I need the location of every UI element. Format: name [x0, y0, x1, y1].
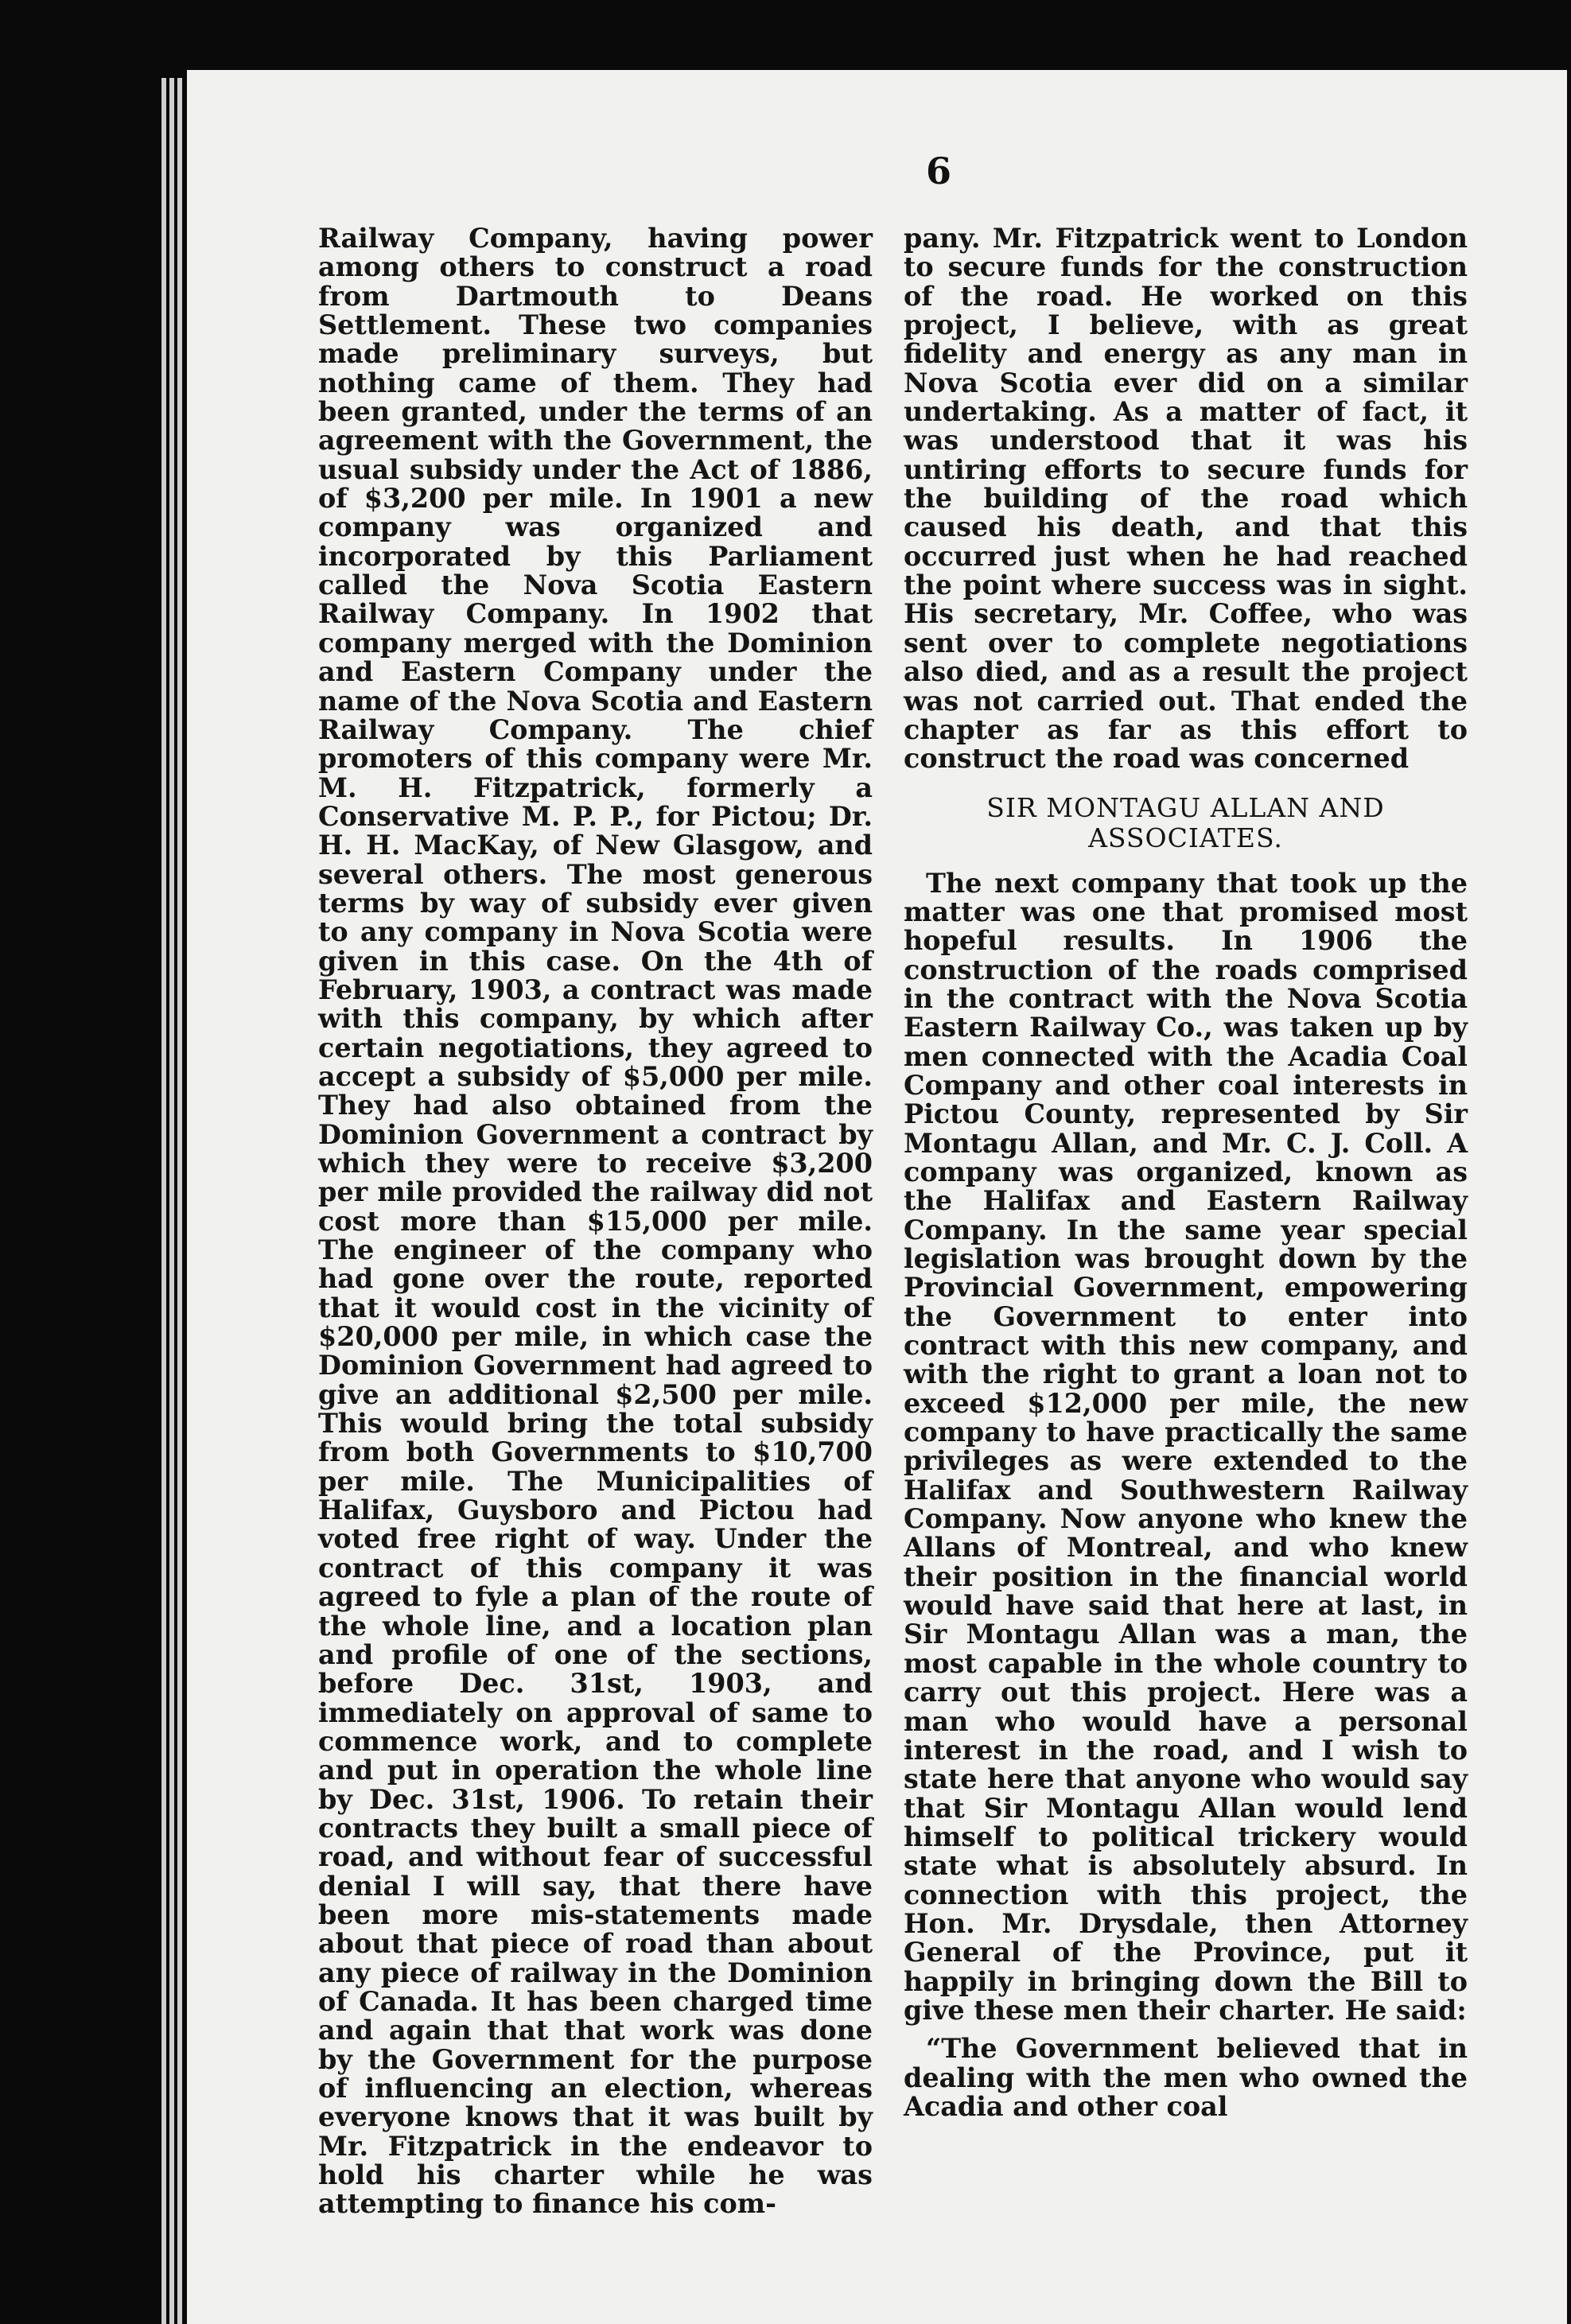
right-column: [904, 224, 1468, 2121]
quotation: “The Government believed that in dealing with the men who owned the Acadia and other coal: [904, 2033, 1468, 2122]
page-edge-stack: [161, 78, 166, 2324]
page-number: 6: [925, 150, 951, 192]
page-edge-stack: [169, 78, 174, 2324]
section-heading: SIR MONTAGU ALLAN AND ASSOCIATES.: [986, 791, 1385, 853]
right-column-paragraph: pany. Mr. Fitzpatrick went to London to secure funds for the construction of the road. He worked on this project, I believe, with as great fidelity and energy as any man in Nova Scotia ever did on a similar undertaking. As a matter of fact, it was understood that it was his untiring efforts to secure funds for the building of the road which caused his death, and that this occurred just when he had reached the point where success was in sight. His secretary, Mr. Coffee, who was sent over to complete negotiations also died, and as a result the project was not carried out. That ended the chapter as far as this effort to construct the road was concerned: [904, 223, 1468, 775]
page-edge-stack: [177, 78, 182, 2324]
left-column-paragraph: Railway Company, having power among others to construct a road from Dartmouth to Deans Settlement. These two companies made preliminary surveys, but nothing came of them. They had been granted, under the terms of an agreement with the Government, the usual subsidy under the Act of 1886, of $3,200 per mile. In 1901 a new company was organized and incorporated by this Parliament called the Nova Scotia Eastern Railway Company. In 1902 that company merged with the Dominion and Eastern Company under the name of the Nova Scotia and Eastern Railway Company. The chief promoters of this company were Mr. M. H. Fitzpatrick, formerly a Conservative M. P. P., for Pictou; Dr. H. H. MacKay, of New Glasgow, and several others. The most generous terms by way of subsidy ever given to any company in Nova Scotia were given in this case. On the 4th of February, 1903, a contract was made with this company, by which after certain negotiations, they agreed to accept a subsidy of $5,000 per mile. They had also obtained from the Dominion Government a contract by which they were to receive $3,200 per mile provided the railway did not cost more than $15,000 per mile. The engineer of the company who had gone over the route, reported that it would cost in the vicinity of $20,000 per mile, in which case the Dominion Government had agreed to give an additional $2,500 per mile. This would bring the total subsidy from both Governments to $10,700 per mile. The Municipalities of Halifax, Guysboro and Pictou had voted free right of way. Under the contract of this company it was agreed to fyle a plan of the route of the whole line, and a location plan and profile of one of the sections, before Dec. 31st, 1903, and immediately on approval of same to commence work, and to complete and put in operation the whole line by Dec. 31st, 1906. To retain their contracts they built a small piece of road, and without fear of successful denial I will say, that there have been more mis-statements made about that piece of road than about any piece of railway in the Dominion of Canada. It has been charged time and again that that work was done by the Government for the purpose of influencing an election, whereas everyone knows that it was built by Mr. Fitzpatrick in the endeavor to hold his charter while he was attempting to finance his com-: [318, 223, 873, 2220]
document-page: [187, 70, 1567, 2324]
left-column: [318, 224, 873, 2219]
right-column-paragraph: The next company that took up the matter was one that promised most hopeful results. In 1906 the construction of the roads comprised in the contract with the Nova Scotia Eastern Railway Co., was taken up by men connected with the Acadia Coal Company and other coal interests in Pictou County, represented by Sir Montagu Allan, and Mr. C. J. Coll. A company was organized, known as the Halifax and Eastern Railway Company. In the same year special legislation was brought down by the Provincial Government, empowering the Government to enter into contract with this new company, and with the right to grant a loan not to exceed $12,000 per mile, the new company to have practically the same privileges as were extended to the Halifax and Southwestern Railway Company. Now anyone who knew the Allans of Montreal, and who knew their position in the financial world would have said that here at last, in Sir Montagu Allan was a man, the most capable in the whole country to carry out this project. Here was a man who would have a personal interest in the road, and I wish to state here that anyone who would say that Sir Montagu Allan would lend himself to political trickery would state what is absolutely absurd. In connection with this project, the Hon. Mr. Drysdale, then Attorney General of the Province, put it happily in bringing down the Bill to give these men their charter. He said:: [904, 867, 1468, 2026]
